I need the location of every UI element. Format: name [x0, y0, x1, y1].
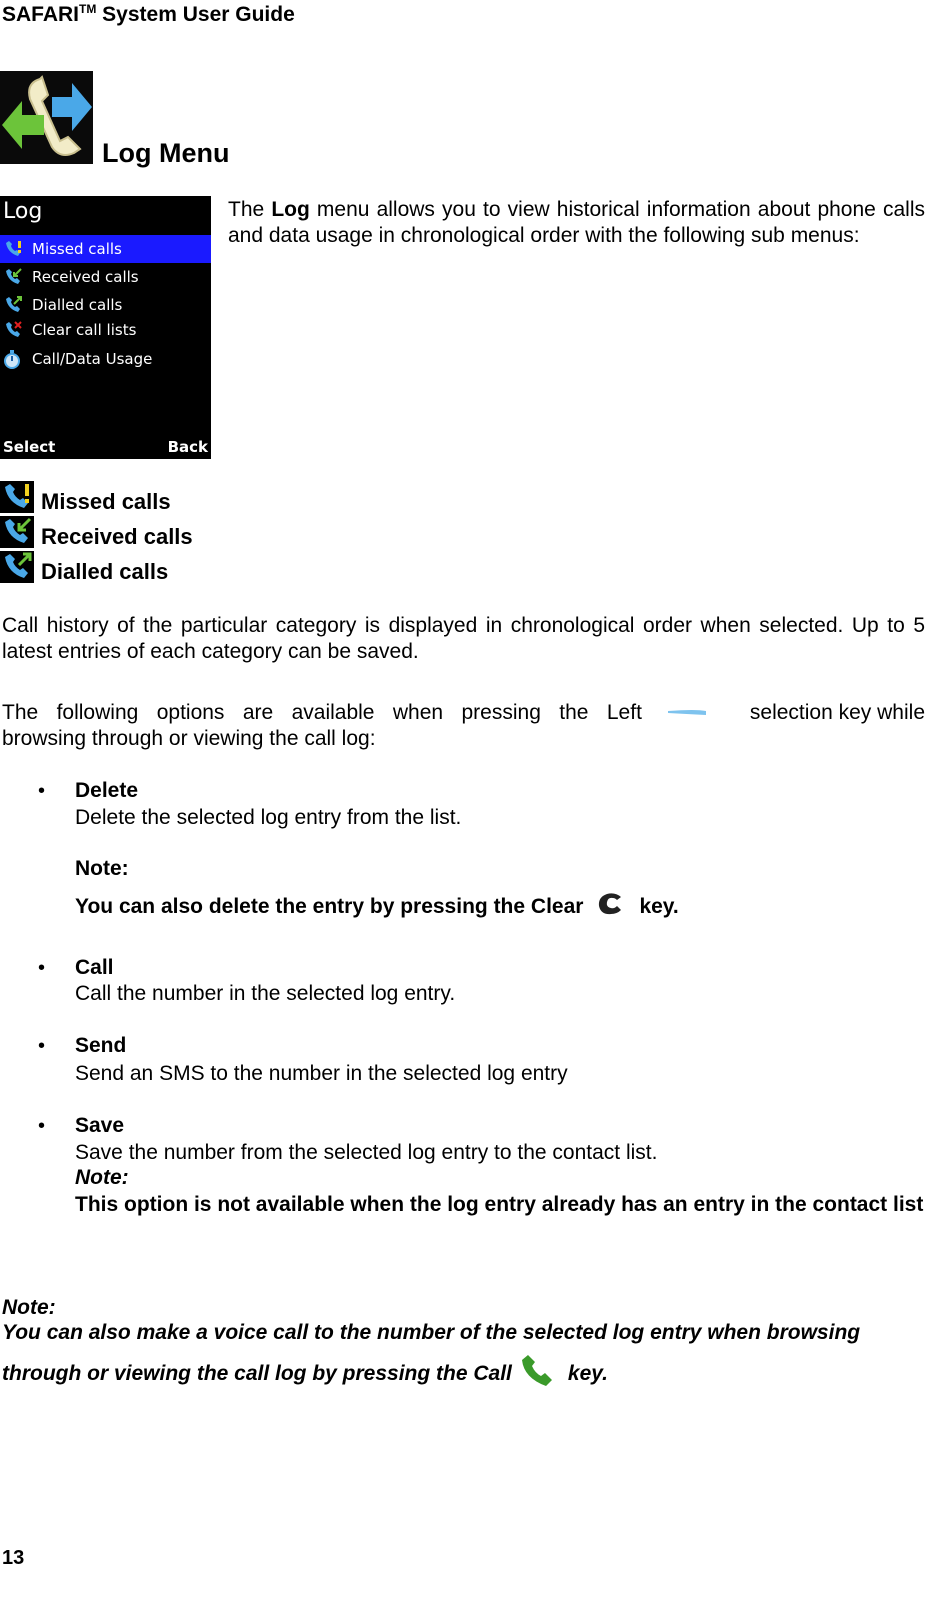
received-call-icon: [3, 267, 23, 287]
save-note-label: Note:: [75, 1166, 129, 1189]
intro-text-pre: The: [228, 198, 272, 221]
missed-call-icon: [0, 481, 34, 513]
options-paragraph: [2, 700, 925, 752]
phone-menu-item-dialled-calls[interactable]: [0, 291, 211, 319]
clear-key-icon: [583, 889, 639, 925]
option-delete-desc: Delete the selected log entry from the list.: [75, 806, 462, 829]
page-number: 13: [2, 1547, 25, 1569]
option-call-title: Call: [75, 956, 114, 979]
dialled-call-icon: [0, 551, 34, 583]
phone-menu-item-clear-call-lists[interactable]: [0, 316, 211, 344]
phone-menu-item-label: Missed calls: [32, 240, 122, 258]
option-send-title: Send: [75, 1034, 127, 1057]
received-call-icon: [0, 516, 34, 548]
document-header: [2, 2, 295, 27]
phone-menu-item-label: Received calls: [32, 268, 139, 286]
options-text-post-continued: browsing through or viewing the call log:: [2, 727, 376, 750]
trademark-mark: TM: [79, 2, 97, 16]
option-call-desc: Call the number in the selected log entry.: [75, 982, 456, 1005]
phone-screen-title: Log: [3, 199, 43, 224]
left-selection-key-icon: [664, 703, 728, 723]
header-title-pre: SAFARI: [2, 3, 80, 26]
delete-note-label: Note:: [75, 857, 129, 880]
intro-text-bold: Log: [271, 198, 310, 221]
options-text-post: selection key while: [749, 701, 925, 724]
final-note-line1: You can also make a voice call to the number of the selected log entry when browsing: [2, 1321, 861, 1344]
save-note-text: This option is not available when the log entry already has an entry in the contact list: [75, 1193, 924, 1216]
phone-menu-item-missed-calls[interactable]: [0, 235, 211, 263]
delete-note-post: key.: [639, 895, 679, 918]
phone-menu-item-received-calls[interactable]: [0, 263, 211, 291]
missed-call-icon: [3, 239, 23, 259]
bullet-dot: •: [38, 957, 46, 979]
phone-screen-log-menu: [0, 196, 211, 459]
call-key-icon: [512, 1354, 568, 1394]
option-delete-title: Delete: [75, 779, 139, 802]
softkey-back[interactable]: Back: [167, 438, 208, 456]
bullet-dot: •: [38, 780, 46, 802]
final-note-line2-post: key.: [567, 1362, 608, 1385]
header-title-post: System User Guide: [96, 3, 295, 26]
option-save-desc: Save the number from the selected log entry to the contact list.: [75, 1141, 658, 1164]
submenu-label: Missed calls: [41, 489, 171, 514]
submenu-label: Received calls: [41, 524, 193, 549]
options-text-pre: The following options are available when pressing the Left: [2, 701, 642, 724]
phone-menu-item-label: Dialled calls: [32, 296, 123, 314]
dialled-call-icon: [3, 295, 23, 315]
final-note-line2-pre: through or viewing the call log by pressing the Call: [2, 1362, 512, 1385]
phone-menu-item-label: Clear call lists: [32, 321, 137, 339]
softkey-select[interactable]: Select: [3, 438, 56, 456]
phone-log-arrows-icon: [0, 71, 93, 164]
bullet-dot: •: [38, 1035, 46, 1057]
phone-menu-item-label: Call/Data Usage: [32, 350, 153, 368]
intro-paragraph: [228, 197, 925, 249]
delete-note-pre: You can also delete the entry by pressing the Clear: [75, 895, 584, 918]
submenu-label: Dialled calls: [41, 559, 169, 584]
phone-menu-item-call-data-usage[interactable]: [0, 345, 211, 373]
final-note-line2: [2, 1354, 608, 1394]
delete-note-text: [75, 889, 679, 925]
option-send-desc: Send an SMS to the number in the selected log entry: [75, 1062, 568, 1085]
option-save-title: Save: [75, 1114, 125, 1137]
intro-text-post: menu allows you to view historical information about phone calls and data usage in chronological order with the following sub menus:: [228, 198, 925, 247]
clear-call-list-icon: [3, 320, 23, 340]
bullet-dot: •: [38, 1115, 46, 1137]
page-title: Log Menu: [102, 138, 230, 168]
final-note-label: Note:: [2, 1296, 56, 1319]
data-usage-icon: [3, 349, 23, 369]
call-history-paragraph: Call history of the particular category is displayed in chronological order when selected. Up to 5 latest entries of each category can be saved.: [2, 614, 925, 663]
